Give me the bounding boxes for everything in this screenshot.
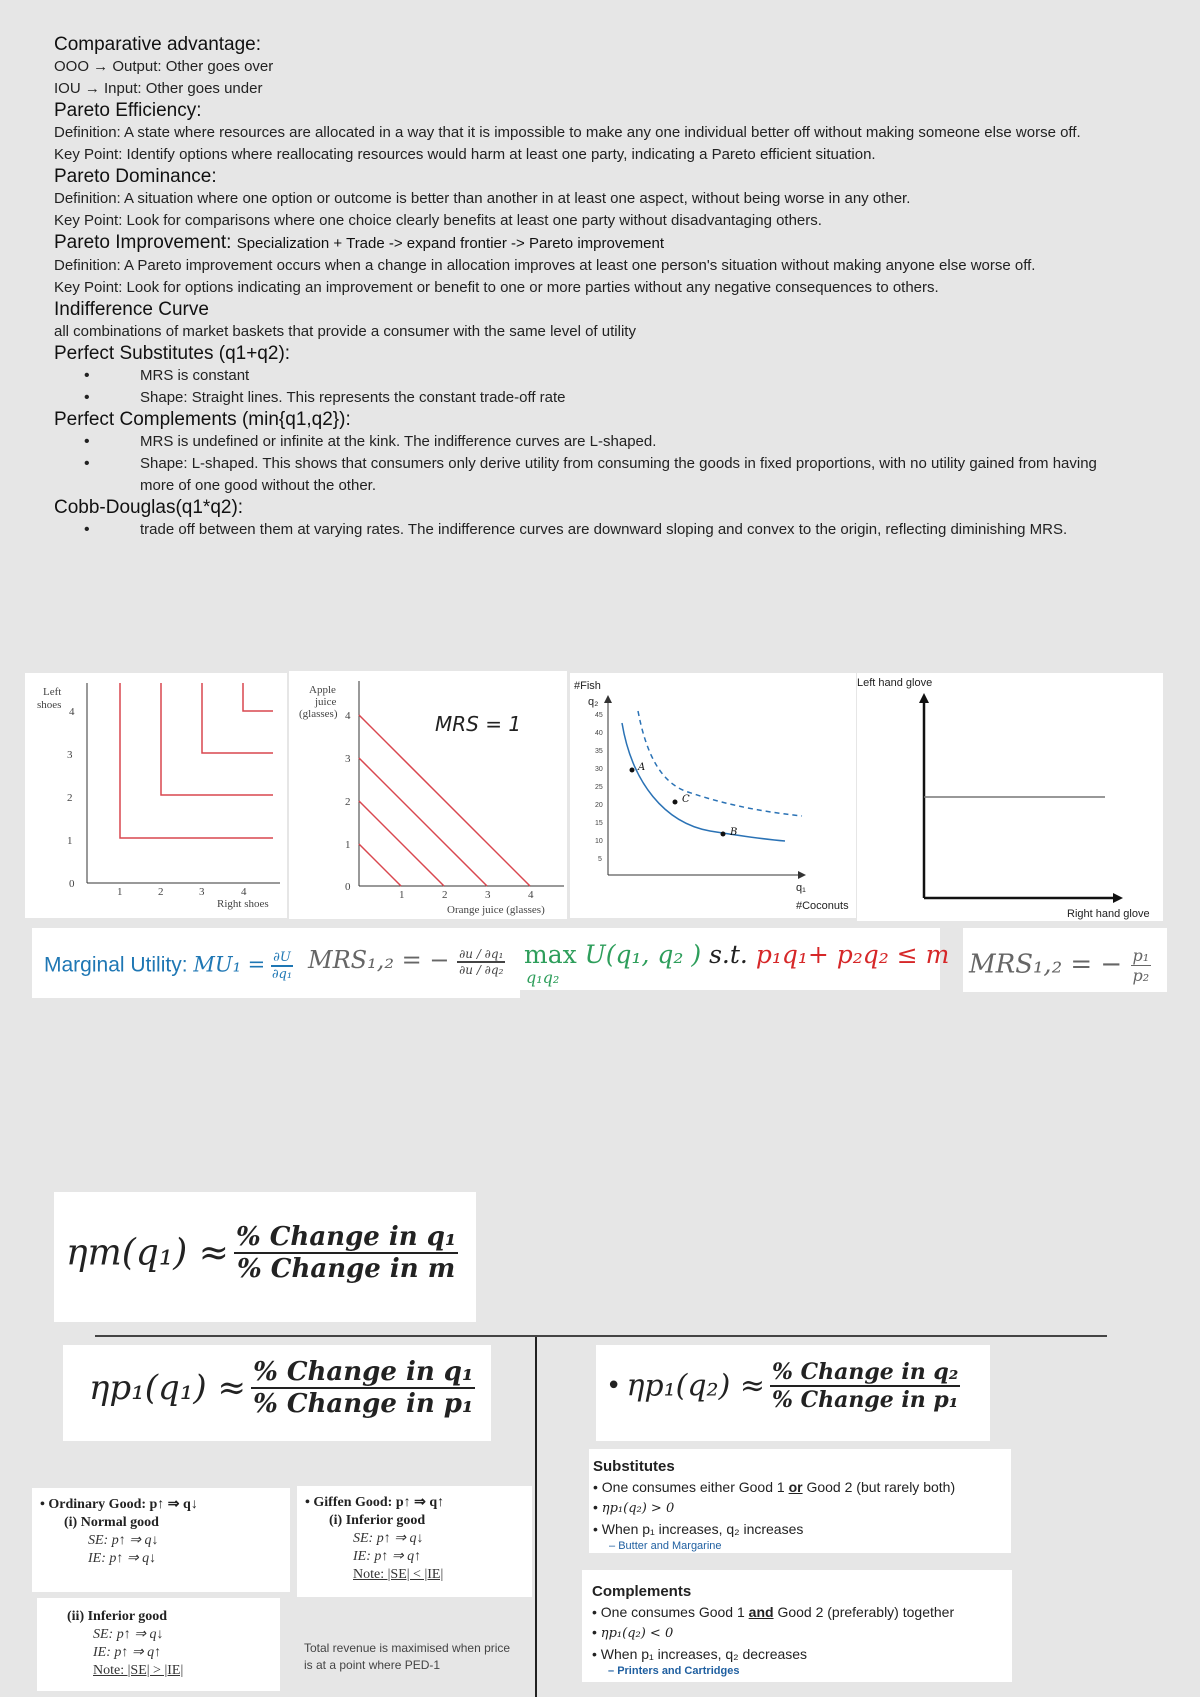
shoes-ytick: 3 bbox=[67, 749, 73, 761]
marginal-utility-label: Marginal Utility: bbox=[44, 953, 194, 977]
shoes-xtick: 2 bbox=[158, 886, 164, 898]
complements-card: Complements • One consumes Good 1 and Good 2 (preferably) together • ηp₁(q₂) < 0 • When p₁ increases, q₂ decreases – Printers and Cartridges bbox=[582, 1570, 1012, 1682]
notes-section bbox=[54, 34, 1134, 541]
income-elasticity-lhs: ηm(q₁) ≈ bbox=[66, 1232, 229, 1274]
juice-ylabel-1: Apple bbox=[309, 684, 336, 696]
mrs-price-box bbox=[963, 928, 1167, 992]
total-revenue-line1: Total revenue is maximised when price bbox=[304, 1641, 511, 1655]
optimization-box bbox=[520, 928, 950, 990]
substitutes-title: Substitutes bbox=[593, 1458, 675, 1475]
own-price-elasticity-denominator: % Change in p₁ bbox=[253, 1389, 474, 1419]
juice-xtick: 3 bbox=[485, 889, 491, 901]
juice-xtick: 2 bbox=[442, 889, 448, 901]
graph-shoes bbox=[25, 673, 287, 918]
substitutes-bullet: • MRS is constant bbox=[54, 365, 1134, 387]
complements-line1-a: One consumes Good 1 bbox=[600, 1604, 749, 1620]
gloves-xlabel: Right hand glove bbox=[1067, 908, 1150, 920]
complements-line1-c: Good 2 (preferably) together bbox=[773, 1604, 955, 1620]
fish-xlabel: #Coconuts bbox=[796, 900, 849, 912]
total-revenue-note bbox=[304, 1640, 534, 1674]
mu-denominator: ∂q₁ bbox=[271, 967, 293, 982]
fish-curve-dashed bbox=[638, 711, 802, 816]
mrs-numerator: ∂u / ∂q₁ bbox=[459, 946, 504, 961]
giffen-ie: IE: p↑ ⇒ q↑ bbox=[353, 1549, 422, 1564]
juice-curve bbox=[359, 758, 487, 886]
shoes-ytick: 2 bbox=[67, 792, 73, 804]
shoes-curve bbox=[120, 683, 273, 838]
max-subscript: q₁q₂ bbox=[526, 968, 560, 987]
fish-ytick: 15 bbox=[595, 820, 603, 827]
juice-curve bbox=[359, 715, 530, 886]
complements-bullet: • MRS is undefined or infinite at the kink. The indifference curves are L-shaped. bbox=[54, 431, 1134, 453]
heading-cobb-douglas: Cobb-Douglas(q1*q2): bbox=[54, 497, 244, 518]
ordinary-good-card bbox=[32, 1488, 290, 1592]
heading-pareto-efficiency: Pareto Efficiency: bbox=[54, 100, 202, 121]
pareto-improvement-definition: Definition: A Pareto improvement occurs when a change in allocation improves at least one person's situation without making anyone else worse off. bbox=[54, 257, 1036, 274]
own-price-elasticity-box bbox=[63, 1345, 491, 1441]
income-elasticity-denominator: % Change in m bbox=[237, 1254, 456, 1284]
heading-comparative: Comparative advantage: bbox=[54, 34, 262, 55]
mrs2-denominator: p₂ bbox=[1132, 966, 1150, 985]
complements-title: Complements bbox=[592, 1583, 692, 1600]
normal-good-title: (i) Normal good bbox=[64, 1515, 159, 1530]
pareto-improvement-key-point: Key Point: Look for options indicating an improvement or benefit to one or more parties without any negative consequences to others. bbox=[54, 279, 939, 296]
complements-line2: ηp₁(q₂) < 0 bbox=[600, 1626, 674, 1641]
shoes-xtick: 1 bbox=[117, 886, 123, 898]
fish-ylabel: #Fish bbox=[574, 680, 601, 692]
substitutes-line1-or: or bbox=[788, 1479, 803, 1495]
fish-xvar: q₁ bbox=[796, 882, 806, 894]
complements-bullet: • Shape: L-shaped. This shows that consumers only derive utility from consuming the goods in fixed proportions, with no utility gained from having more of one good without the other. bbox=[54, 453, 1134, 497]
heading-perfect-complements: Perfect Complements (min{q1,q2}): bbox=[54, 409, 351, 430]
juice-ytick: 3 bbox=[345, 753, 351, 765]
gloves-ylabel: Left hand glove bbox=[857, 677, 933, 689]
pareto-efficiency-key-point: Key Point: Identify options where reallocating resources would harm at least one party, indicating a Pareto efficient situation. bbox=[54, 146, 876, 163]
fish-ytick: 40 bbox=[595, 730, 603, 737]
cross-price-elasticity-lhs: ηp₁(q₂) ≈ bbox=[626, 1368, 765, 1404]
complements-line1-and: and bbox=[748, 1604, 774, 1620]
shoes-curve bbox=[243, 683, 273, 711]
pareto-improvement-title: Pareto Improvement: bbox=[54, 232, 232, 253]
marginal-utility-box bbox=[32, 928, 302, 998]
giffen-note: Note: |SE| < |IE| bbox=[353, 1567, 444, 1582]
graph-shoes-panel bbox=[25, 673, 287, 918]
substitutes-example: Butter and Margarine bbox=[618, 1540, 722, 1552]
inferior-good-ie: IE: p↑ ⇒ q↑ bbox=[93, 1645, 162, 1660]
fish-point-c bbox=[673, 800, 678, 805]
giffen-good-card bbox=[297, 1486, 532, 1597]
pareto-dominance-key-point: Key Point: Look for comparisons where one choice clearly benefits at least one party without disadvantaging others. bbox=[54, 212, 822, 229]
substitutes-line3: When p₁ increases, q₂ increases bbox=[601, 1521, 804, 1537]
inferior-good-note: Note: |SE| > |IE| bbox=[93, 1663, 184, 1678]
fish-ytick: 10 bbox=[595, 838, 603, 845]
inferior-good-card bbox=[37, 1598, 280, 1691]
shoes-curve bbox=[161, 683, 273, 795]
gloves-x-arrow bbox=[1113, 893, 1123, 903]
graph-juice-panel bbox=[289, 671, 567, 919]
juice-xtick: 4 bbox=[528, 889, 534, 901]
fish-ytick: 30 bbox=[595, 766, 603, 773]
substitutes-card: Substitutes • One consumes either Good 1 or Good 2 (but rarely both) • ηp₁(q₂) > 0 • When p₁ increases, q₂ increases – Butter and Margarine bbox=[589, 1449, 1011, 1553]
shoes-ylabel-2: shoes bbox=[37, 699, 62, 711]
substitutes-line2: ηp₁(q₂) > 0 bbox=[601, 1501, 675, 1516]
fish-label-c: C bbox=[682, 794, 690, 805]
heading-pareto-improvement bbox=[54, 232, 1134, 255]
graph-gloves bbox=[857, 673, 1163, 921]
budget-constraint: p₁q₁+ p₂q₂ ≤ m bbox=[755, 940, 950, 969]
own-price-elasticity-lhs: ηp₁(q₁) ≈ bbox=[89, 1368, 246, 1408]
gloves-y-arrow bbox=[919, 693, 929, 703]
income-elasticity-box bbox=[54, 1192, 476, 1322]
graph-fish-panel bbox=[570, 673, 856, 918]
comparative-line2: IOU → Input: Other goes under bbox=[54, 80, 263, 97]
subject-to: s.t. bbox=[709, 940, 748, 969]
fish-y-arrow bbox=[604, 695, 612, 703]
fish-ytick: 35 bbox=[595, 748, 603, 755]
mrs-box bbox=[302, 928, 520, 998]
shoes-ytick: 0 bbox=[69, 878, 75, 890]
cross-price-elasticity-numerator: % Change in q₂ bbox=[772, 1359, 959, 1385]
comparative-line1: OOO → Output: Other goes over bbox=[54, 58, 274, 75]
pareto-efficiency-definition: Definition: A state where resources are allocated in a way that it is impossible to make any one individual better off without making someone else worse off. bbox=[54, 124, 1081, 141]
mu-lhs: MU₁ = bbox=[193, 952, 266, 977]
complements-line1: • One consumes Good 1 and Good 2 (preferably) together bbox=[592, 1604, 955, 1620]
shoes-ytick: 1 bbox=[67, 835, 73, 847]
shoes-curve bbox=[202, 683, 273, 753]
mrs-denominator: ∂u / ∂q₂ bbox=[459, 962, 504, 977]
fish-point-a bbox=[630, 768, 635, 773]
graph-gloves-panel bbox=[857, 673, 1163, 921]
fish-yvar: q₂ bbox=[588, 696, 599, 708]
pareto-improvement-note: Specialization + Trade -> expand frontier -> Pareto improvement bbox=[236, 235, 665, 252]
vertical-divider bbox=[535, 1337, 537, 1697]
fish-ytick: 45 bbox=[595, 712, 603, 719]
giffen-inferior-title: (i) Inferior good bbox=[329, 1513, 426, 1528]
juice-ylabel-3: (glasses) bbox=[299, 708, 338, 720]
total-revenue-line2: is at a point where PED-1 bbox=[304, 1658, 441, 1672]
mu-numerator: ∂U bbox=[273, 950, 291, 965]
fish-label-b: B bbox=[730, 827, 738, 838]
fish-ytick: 20 bbox=[595, 802, 603, 809]
inferior-good-title: (ii) Inferior good bbox=[67, 1609, 168, 1624]
juice-curve bbox=[359, 801, 444, 886]
normal-good-ie: IE: p↑ ⇒ q↓ bbox=[88, 1551, 157, 1566]
pareto-dominance-definition: Definition: A situation where one option or outcome is better than another in at least one aspect, without being worse in any other. bbox=[54, 190, 911, 207]
substitutes-line1-a: One consumes either Good 1 bbox=[601, 1479, 789, 1495]
juice-ytick: 2 bbox=[345, 796, 351, 808]
fish-ytick: 5 bbox=[598, 856, 602, 863]
graph-juice bbox=[289, 671, 567, 919]
shoes-xlabel: Right shoes bbox=[217, 898, 269, 910]
juice-curve bbox=[359, 844, 401, 886]
graph-fish bbox=[570, 673, 856, 918]
indifference-text: all combinations of market baskets that provide a consumer with the same level of utility bbox=[54, 323, 636, 340]
cross-price-elasticity-box bbox=[596, 1345, 990, 1441]
complements-line3: When p₁ increases, q₂ decreases bbox=[600, 1646, 808, 1662]
mrs-lhs: MRS₁,₂ = − bbox=[308, 946, 450, 974]
shoes-ytick: 4 bbox=[69, 706, 75, 718]
max-objective: U(q₁, q₂ ) bbox=[584, 940, 702, 969]
fish-point-b bbox=[721, 832, 726, 837]
fish-curve-solid bbox=[622, 723, 785, 841]
substitutes-line1-c: Good 2 (but rarely both) bbox=[802, 1479, 956, 1495]
fish-ytick: 25 bbox=[595, 784, 603, 791]
fish-label-a: A bbox=[638, 762, 646, 773]
horizontal-divider bbox=[95, 1335, 1107, 1337]
normal-good-se: SE: p↑ ⇒ q↓ bbox=[88, 1533, 159, 1548]
cross-price-elasticity-denominator: % Change in p₁ bbox=[772, 1387, 959, 1413]
mrs2-numerator: p₁ bbox=[1132, 946, 1150, 965]
juice-ytick: 1 bbox=[345, 839, 351, 851]
heading-indifference-curve: Indifference Curve bbox=[54, 299, 209, 320]
juice-xlabel: Orange juice (glasses) bbox=[447, 904, 545, 916]
juice-xtick: 1 bbox=[399, 889, 405, 901]
own-price-elasticity-numerator: % Change in q₁ bbox=[253, 1357, 474, 1387]
ordinary-good-title: • Ordinary Good: p↑ ⇒ q↓ bbox=[40, 1497, 198, 1512]
fish-x-arrow bbox=[798, 871, 806, 879]
giffen-se: SE: p↑ ⇒ q↓ bbox=[353, 1531, 424, 1546]
juice-ytick: 4 bbox=[345, 710, 351, 722]
shoes-xtick: 3 bbox=[199, 886, 205, 898]
mrs2-lhs: MRS₁,₂ = − bbox=[969, 949, 1123, 980]
income-elasticity-numerator: % Change in q₁ bbox=[235, 1222, 457, 1252]
juice-ylabel-2: juice bbox=[315, 696, 337, 708]
giffen-good-title: • Giffen Good: p↑ ⇒ q↑ bbox=[305, 1495, 445, 1510]
juice-annotation: MRS = 1 bbox=[435, 712, 522, 736]
inferior-good-se: SE: p↑ ⇒ q↓ bbox=[93, 1627, 164, 1642]
max-word: max bbox=[524, 940, 577, 969]
shoes-ylabel-1: Left bbox=[43, 686, 62, 698]
cross-price-bullet: • bbox=[606, 1371, 622, 1401]
substitutes-line1: • One consumes either Good 1 or Good 2 (but rarely both) bbox=[593, 1479, 956, 1495]
shoes-xtick: 4 bbox=[241, 886, 247, 898]
substitutes-bullet: • Shape: Straight lines. This represents the constant trade-off rate bbox=[54, 387, 1134, 409]
complements-example: Printers and Cartridges bbox=[617, 1665, 740, 1677]
heading-pareto-dominance: Pareto Dominance: bbox=[54, 166, 217, 187]
heading-perfect-substitutes: Perfect Substitutes (q1+q2): bbox=[54, 343, 291, 364]
cobb-douglas-bullet: • trade off between them at varying rates. The indifference curves are downward sloping and convex to the origin, reflecting diminishing MRS. bbox=[54, 519, 1134, 541]
juice-ytick: 0 bbox=[345, 881, 351, 893]
